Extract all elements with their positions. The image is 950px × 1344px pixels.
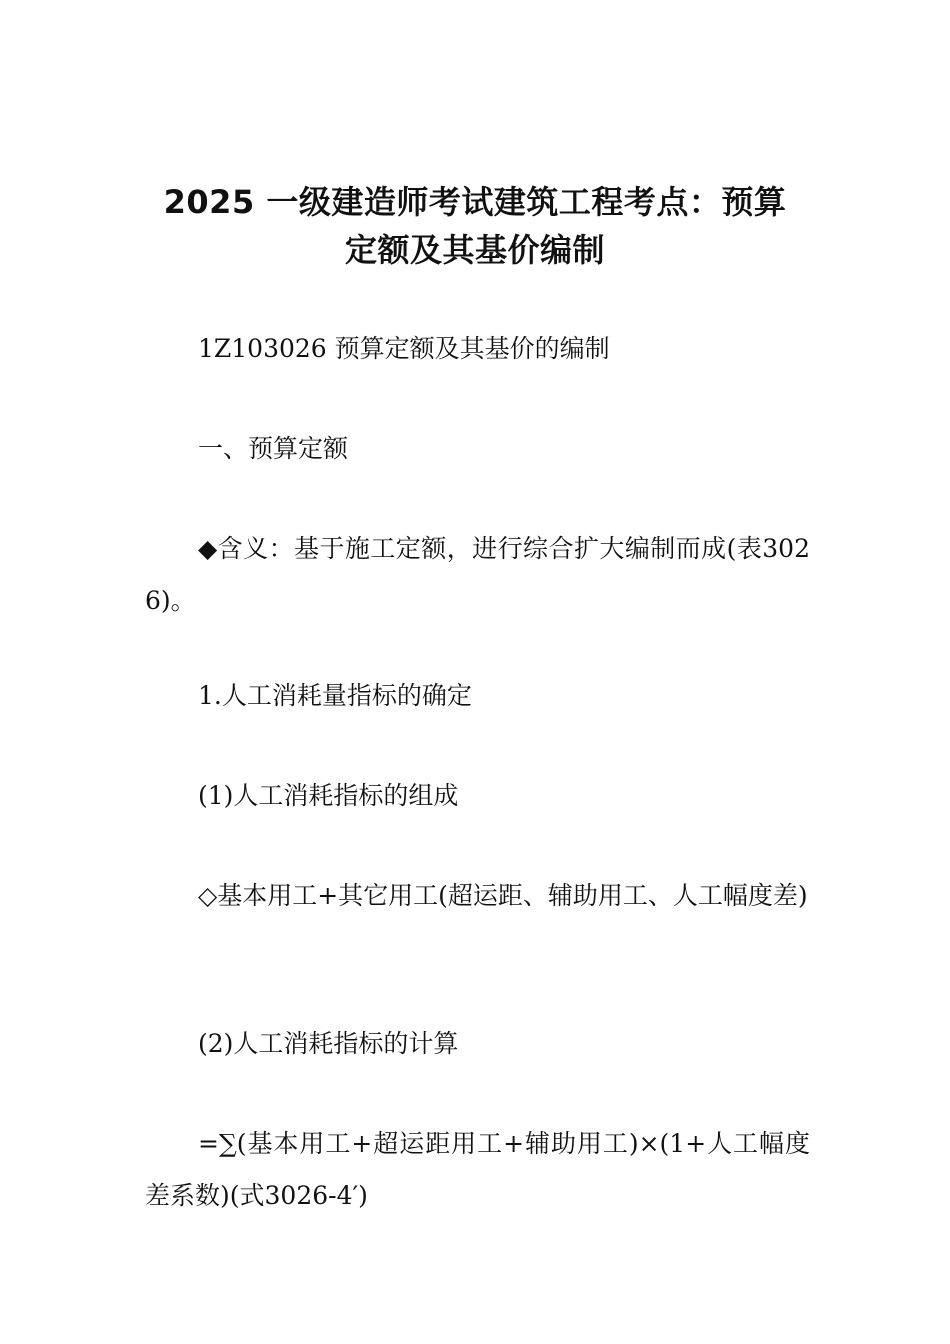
paragraph-heading-budget-quota: 一、预算定额 <box>198 434 349 463</box>
paragraph-labor-consumption-heading: 1.人工消耗量指标的确定 <box>198 681 472 710</box>
document-title-line-1: 2025 一级建造师考试建筑工程考点：预算 <box>163 183 787 221</box>
paragraph-labor-composition-heading: (1)人工消耗指标的组成 <box>198 781 459 810</box>
paragraph-section-code: 1Z103026 预算定额及其基价的编制 <box>198 334 610 363</box>
document-title-line-2: 定额及其基价编制 <box>344 231 605 269</box>
paragraph-labor-formula: =∑(基本用工+超运距用工+辅助用工)×(1+人工幅度差系数)(式3026-4′) <box>145 1129 810 1210</box>
paragraph-labor-calculation-heading: (2)人工消耗指标的计算 <box>198 1029 459 1058</box>
paragraph-labor-composition: ◇基本用工+其它用工(超运距、辅助用工、人工幅度差) <box>198 881 808 910</box>
paragraph-definition: ◆含义：基于施工定额，进行综合扩大编制而成(表3026)。 <box>145 534 810 615</box>
